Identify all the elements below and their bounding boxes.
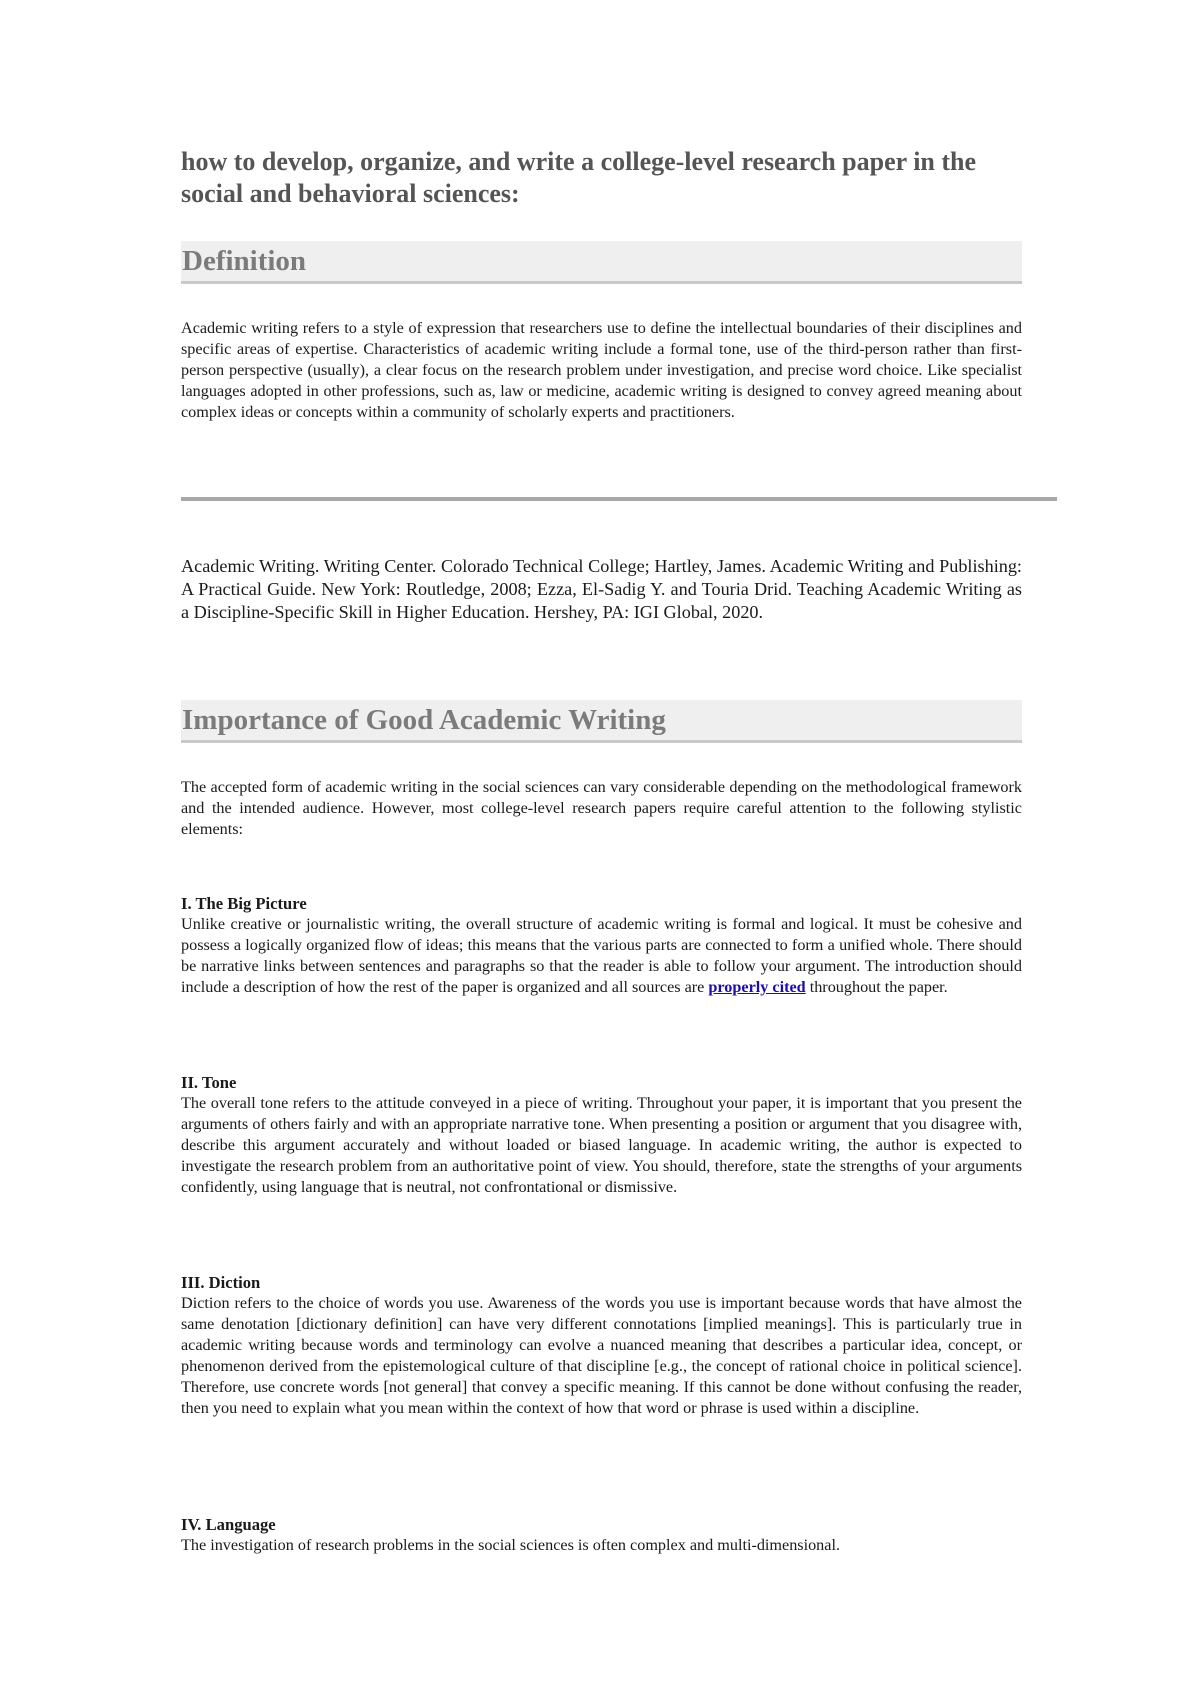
page-title: how to develop, organize, and write a college-level research paper in the social and behavioral sciences:: [181, 147, 977, 208]
element-diction: [181, 1272, 1022, 1419]
horizontal-divider: [181, 497, 1057, 501]
section-heading-importance: Importance of Good Academic Writing: [181, 700, 1022, 743]
element-heading: IV. Language: [181, 1515, 276, 1534]
element-big-picture: [181, 893, 1022, 998]
section-heading-definition: Definition: [181, 241, 1022, 284]
element-text: The investigation of research problems in the social sciences is often complex and multi-dimensional.: [181, 1536, 841, 1554]
element-heading: II. Tone: [181, 1073, 237, 1092]
importance-intro-paragraph: The accepted form of academic writing in the social sciences can vary considerable depending on the methodological framework and the intended audience. However, most college-level research papers require careful attention to the following stylistic elements:: [181, 778, 1022, 838]
element-tone: [181, 1072, 1022, 1198]
definition-paragraph: Academic writing refers to a style of expression that researchers use to define the intellectual boundaries of their disciplines and specific areas of expertise. Characteristics of academic writing include a formal tone, use of the third-person rather than first-person perspective (usually), a clear focus on the research problem under investigation, and precise word choice. Like specialist languages adopted in other professions, such as, law or medicine, academic writing is designed to convey agreed meaning about complex ideas or concepts within a community of scholarly experts and practitioners.: [181, 319, 1022, 421]
element-heading: I. The Big Picture: [181, 894, 307, 913]
element-language: [181, 1514, 1022, 1556]
citation-paragraph: Academic Writing. Writing Center. Colorado Technical College; Hartley, James. Academic Writing and Publishing: A Practical Guide. New York: Routledge, 2008; Ezza, El-Sadig Y. and Touria Drid. Teaching Academic Writing as a Discipline-Specific Skill in Higher Education. Hershey, PA: IGI Global, 2020.: [181, 556, 1022, 622]
properly-cited-link[interactable]: properly cited: [708, 978, 806, 996]
element-text: Unlike creative or journalistic writing, the overall structure of academic writing is formal and logical. It must be cohesive and possess a logically organized flow of ideas; this means that the various parts are connected to form a unified whole. There should be narrative links between sentences and paragraphs so that the reader is able to follow your argument. The introduction should include a description of how the rest of the paper is organized and all sources are: [181, 915, 1022, 996]
element-heading: III. Diction: [181, 1273, 261, 1292]
element-text: throughout the paper.: [805, 978, 948, 996]
element-text: Diction refers to the choice of words you use. Awareness of the words you use is important because words that have almost the same denotation [dictionary definition] can have very different connotations [implied meanings]. This is particularly true in academic writing because words and terminology can evolve a nuanced meaning that describes a particular idea, concept, or phenomenon derived from the epistemological culture of that discipline [e.g., the concept of rational choice in political science]. Therefore, use concrete words [not general] that convey a specific meaning. If this cannot be done without confusing the reader, then you need to explain what you mean within the context of how that word or phrase is used within a discipline.: [181, 1294, 1022, 1417]
element-text: The overall tone refers to the attitude conveyed in a piece of writing. Throughout your paper, it is important that you present the arguments of others fairly and with an appropriate narrative tone. When presenting a position or argument that you disagree with, describe this argument accurately and without loaded or biased language. In academic writing, the author is expected to investigate the research problem from an authoritative point of view. You should, therefore, state the strengths of your arguments confidently, using language that is neutral, not confrontational or dismissive.: [181, 1094, 1022, 1196]
